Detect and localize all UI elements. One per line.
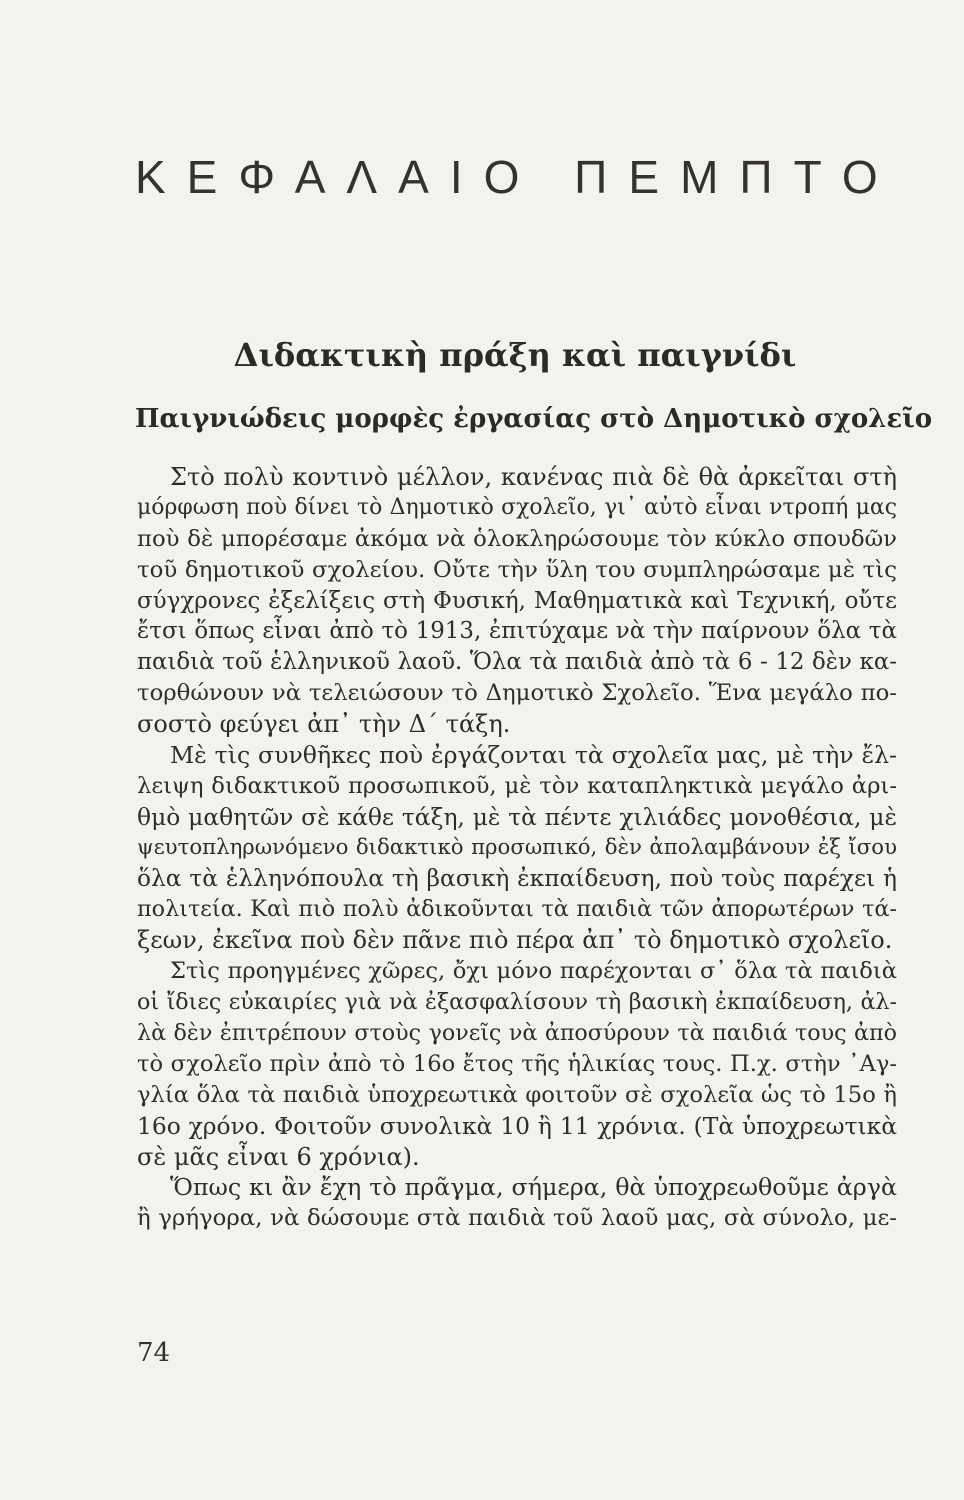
text-line: παιδιὰ τοῦ ἑλληνικοῦ λαοῦ. Ὅλα τὰ παιδιὰ ἀπὸ τὰ 6 - 12 δὲν κα- xyxy=(137,649,897,676)
body-text xyxy=(137,462,897,1234)
subsection-title: Παιγνιώδεις μορφὲς ἐργασίας στὸ Δημοτικὸ σχολεῖο xyxy=(135,404,933,434)
text-line: λειψη διδακτικοῦ προσωπικοῦ, μὲ τὸν καταπληκτικὰ μεγάλο ἀρι- xyxy=(137,772,897,799)
text-line: ἔτσι ὅπως εἶναι ἀπὸ τὸ 1913, ἐπιτύχαμε νὰ τὴν παίρνουν ὅλα τὰ xyxy=(137,618,897,645)
text-line: σοστὸ φεύγει ἀπ᾿ τὴν Δ΄ τάξη. xyxy=(137,710,511,739)
text-line: 16ο χρόνο. Φοιτοῦν συνολικὰ 10 ἢ 11 χρόνια. (Τὰ ὑποχρεωτικὰ xyxy=(137,1111,897,1140)
chapter-title: ΚΕΦΑΛΑΙΟ ΠΕΜΠΤΟ xyxy=(135,151,899,203)
text-line: οἱ ἴδιες εὐκαιρίες γιὰ νὰ ἐξασφαλίσουν τὴ βασικὴ ἐκπαίδευση, ἀλ- xyxy=(137,989,897,1016)
text-line: λὰ δὲν ἐπιτρέπουν στοὺς γονεῖς νὰ ἀποσύρουν τὰ παιδιά τους ἀπὸ xyxy=(137,1020,897,1047)
text-line: σὲ μᾶς εἶναι 6 χρόνια). xyxy=(137,1142,420,1171)
text-line: ἢ γρήγορα, νὰ δώσουμε στὰ παιδιὰ τοῦ λαοῦ μας, σὰ σύνολο, με- xyxy=(137,1205,897,1232)
text-line: ψευτοπληρωνόμενο διδακτικὸ προσωπικό, δὲν ἀπολαμβάνουν ἐξ ἴσου xyxy=(137,834,897,860)
text-line: γλία ὅλα τὰ παιδιὰ ὑποχρεωτικὰ φοιτοῦν σὲ σχολεῖα ὡς τὸ 15ο ἢ xyxy=(137,1081,897,1108)
text-line: Στὶς προηγμένες χῶρες, ὄχι μόνο παρέχονται σ᾿ ὅλα τὰ παιδιὰ xyxy=(170,958,897,985)
text-line: πολιτεία. Καὶ πιὸ πολὺ ἀδικοῦνται τὰ παιδιὰ τῶν ἀπορωτέρων τά- xyxy=(137,896,897,923)
text-line: ὅλα τὰ ἑλληνόπουλα τὴ βασικὴ ἐκπαίδευση, ποὺ τοὺς παρέχει ἡ xyxy=(137,864,897,892)
text-line: θμὸ μαθητῶν σὲ κάθε τάξη, μὲ τὰ πέντε χιλιάδες μονοθέσια, μὲ xyxy=(137,802,897,831)
text-line: Μὲ τὶς συνθῆκες ποὺ ἐργάζονται τὰ σχολεῖα μας, μὲ τὴν ἔλ- xyxy=(170,741,897,770)
section-title: Διδακτικὴ πράξη καὶ παιγνίδι xyxy=(233,336,797,374)
text-line: τὸ σχολεῖο πρὶν ἀπὸ τὸ 16ο ἔτος τῆς ἡλικίας τους. Π.χ. στὴν ᾿Αγ- xyxy=(137,1050,897,1077)
text-line: μόρφωση ποὺ δίνει τὸ Δημοτικὸ σχολεῖο, γι᾿ αὐτὸ εἶναι ντροπή μας xyxy=(137,494,897,520)
text-line: Ὅπως κι ἂν ἔχη τὸ πρᾶγμα, σήμερα, θὰ ὑποχρεωθοῦμε ἀργὰ xyxy=(170,1173,897,1202)
text-line: τοῦ δημοτικοῦ σχολείου. Οὔτε τὴν ὕλη του συμπληρώσαμε μὲ τὶς xyxy=(137,556,897,583)
text-line: τορθώνουν νὰ τελειώσουν τὸ Δημοτικὸ Σχολεῖο. Ἕνα μεγάλο πο- xyxy=(137,680,897,707)
text-line: Στὸ πολὺ κοντινὸ μέλλον, κανένας πιὰ δὲ θὰ ἀρκεῖται στὴ xyxy=(170,463,897,491)
text-line: ποὺ δὲ μπορέσαμε ἀκόμα νὰ ὁλοκληρώσουμε τὸν κύκλο σπουδῶν xyxy=(137,525,897,552)
text-line: σύγχρονες ἐξελίξεις στὴ Φυσική, Μαθηματικὰ καὶ Τεχνική, οὔτε xyxy=(137,587,897,614)
text-line: ξεων, ἐκεῖνα ποὺ δὲν πᾶνε πιὸ πέρα ἀπ᾿ τὸ δημοτικὸ σχολεῖο. xyxy=(137,926,893,955)
page-number: 74 xyxy=(137,1338,171,1368)
